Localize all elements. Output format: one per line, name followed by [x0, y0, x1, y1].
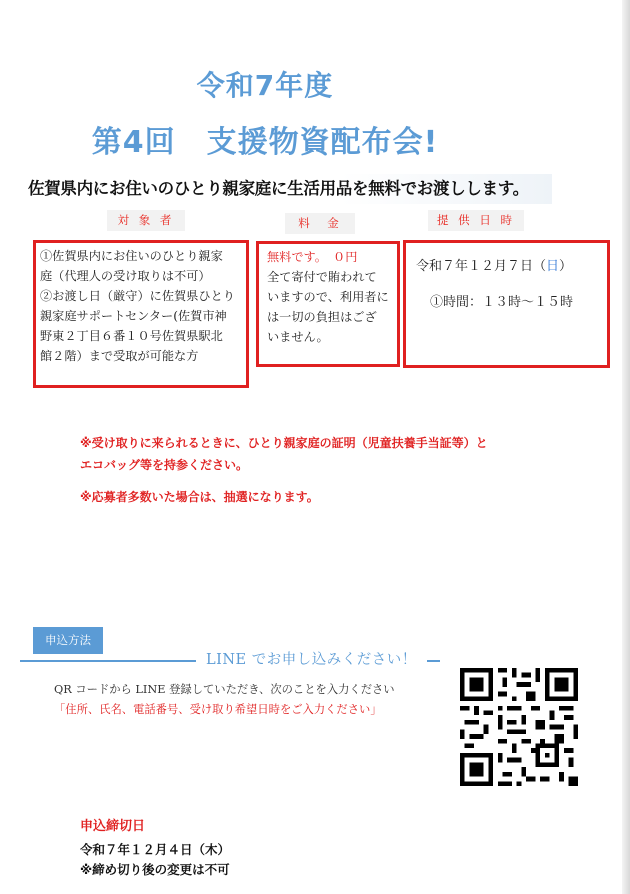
event-date [416, 257, 597, 277]
qr-code-icon[interactable] [460, 668, 578, 786]
fee-line: 全て寄付で賄われて [267, 270, 377, 284]
page-edge-shadow [622, 0, 630, 894]
deadline-date: 令和７年１２月４日（木） [80, 842, 231, 857]
fee-box [256, 241, 400, 367]
line-apply-heading: LINE でお申し込みください！ [196, 648, 427, 669]
notice-line: ※受け取りに来られるときに、ひとり親家庭の証明（児童扶養手当証等）と [80, 436, 488, 450]
target-line: ②お渡し日（厳守）に佐賀県ひとり [40, 289, 235, 303]
target-label: 対 象 者 [107, 210, 185, 231]
date-label: 提 供 日 時 [428, 210, 524, 231]
target-line: 庭（代理人の受け取りは不可） [40, 269, 211, 283]
deadline-label: 申込締切日 [80, 819, 146, 834]
deadline-note: ※締め切り後の変更は不可 [80, 862, 230, 877]
date-box [403, 240, 610, 368]
fee-line: は一切の負担はござ [267, 310, 377, 324]
notice-line: エコバッグ等を持参ください。 [80, 458, 249, 472]
target-line: 野東２丁目６番１０号佐賀県駅北 [40, 329, 223, 343]
fee-free-text: 無料です。 ０円 [267, 250, 358, 264]
target-line: 館２階）まで受取が可能な方 [40, 349, 199, 363]
date-suffix: ） [559, 259, 573, 274]
line-instruction: QR コードから LINE 登録していただき、次のことを入力ください [54, 683, 395, 696]
lottery-notice: ※応募者多数いた場合は、抽選になります。 [80, 490, 319, 504]
event-time: ①時間：１３時～１５時 [430, 295, 574, 310]
event-title: 第4回 支援物資配布会! [91, 125, 439, 160]
fee-line: いますので、利用者に [267, 290, 389, 304]
fee-label: 料 金 [285, 213, 355, 234]
fee-line: いません。 [267, 330, 329, 344]
date-weekday: 日 [546, 259, 560, 274]
apply-method-tab: 申込方法 [33, 627, 103, 654]
date-prefix: 令和７年１２月７日（ [416, 259, 547, 274]
target-box [33, 240, 249, 388]
fiscal-year-title: 令和7年度 [196, 69, 334, 102]
target-line: ①佐賀県内にお住いのひとり親家 [40, 249, 223, 263]
target-line: 親家庭サポートセンター(佐賀市神 [40, 309, 227, 323]
required-fields: 「住所、氏名、電話番号、受け取り希望日時をご入力ください」 [54, 703, 382, 716]
lead-text: 佐賀県内にお住いのひとり親家庭に生活用品を無料でお渡しします。 [22, 174, 552, 204]
bring-notice [80, 432, 550, 476]
